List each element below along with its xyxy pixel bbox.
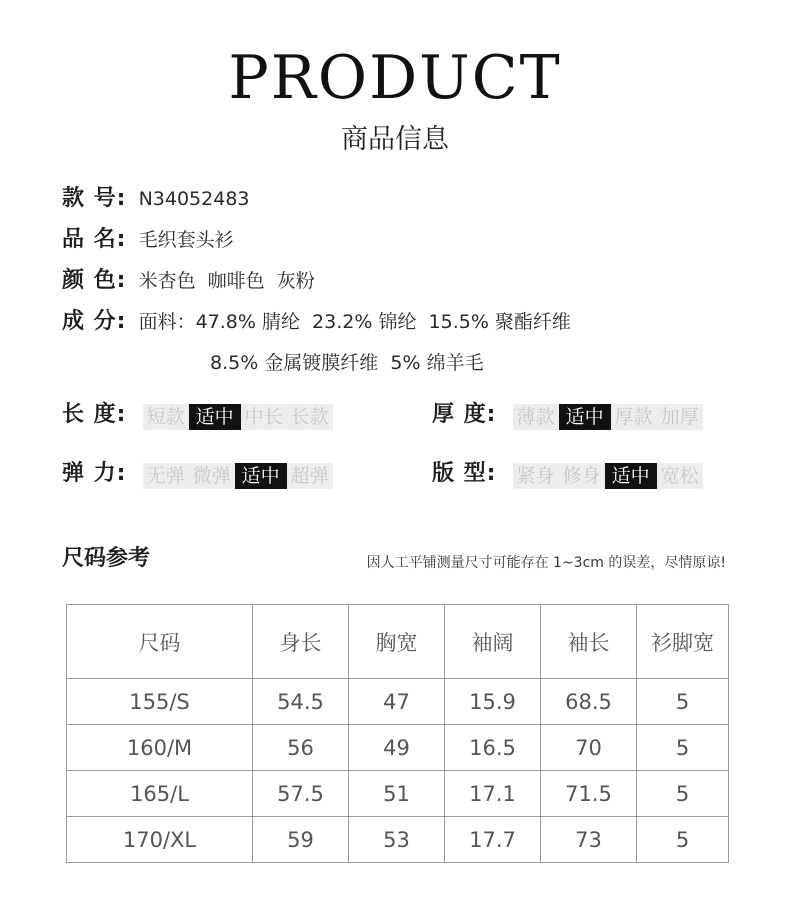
- column-header: 胸宽: [349, 605, 445, 679]
- info-label: 颜 色: [62, 268, 117, 293]
- option-tag: 中长: [244, 405, 283, 428]
- option-tag: 紧身: [516, 464, 555, 487]
- page-subtitle: 商品信息: [341, 124, 449, 155]
- option-tag: 厚款: [614, 405, 653, 428]
- attr-fit: 版 型: 紧身 修身 适中 宽松: [432, 459, 703, 489]
- size-chart-title: 尺码参考: [62, 546, 151, 571]
- table-cell: 5: [637, 771, 729, 817]
- attr-label: 弹 力: [62, 461, 117, 486]
- table-row: [67, 771, 729, 817]
- info-label: 款 号: [62, 186, 117, 211]
- attr-label: 厚 度: [432, 402, 487, 427]
- table-header-row: [67, 605, 729, 679]
- size-table: [66, 604, 729, 863]
- table-cell: 70: [541, 725, 637, 771]
- size-chart-note: 因人工平铺测量尺寸可能存在 1~3cm 的误差，尽情原谅!: [366, 555, 726, 571]
- option-tag: 超弹: [290, 464, 329, 487]
- table-cell: 5: [637, 725, 729, 771]
- option-tag: 微弹: [192, 464, 231, 487]
- column-header: 尺码: [67, 605, 253, 679]
- info-value: 米杏色 咖啡色 灰粉: [138, 270, 315, 292]
- table-cell: 15.9: [445, 679, 541, 725]
- table-cell: 17.7: [445, 817, 541, 863]
- info-row-product-name: 品 名: 毛织套头衫: [62, 227, 234, 252]
- table-cell: 16.5: [445, 725, 541, 771]
- option-group: [513, 404, 703, 430]
- table-cell: 160/M: [67, 725, 253, 771]
- table-cell: 57.5: [253, 771, 349, 817]
- option-group: [143, 463, 333, 489]
- table-cell: 56: [253, 725, 349, 771]
- option-tag: 宽松: [660, 464, 699, 487]
- option-tag: 修身: [562, 464, 601, 487]
- option-tag-selected: 适中: [189, 404, 241, 430]
- column-header: 身长: [253, 605, 349, 679]
- table-row: [67, 725, 729, 771]
- table-row: [67, 679, 729, 725]
- table-cell: 54.5: [253, 679, 349, 725]
- info-row-color: 颜 色: 米杏色 咖啡色 灰粉: [62, 268, 315, 293]
- table-cell: 71.5: [541, 771, 637, 817]
- table-cell: 53: [349, 817, 445, 863]
- table-cell: 5: [637, 679, 729, 725]
- column-header: 袖长: [541, 605, 637, 679]
- option-group: [143, 404, 333, 430]
- option-tag-selected: 适中: [605, 463, 657, 489]
- info-value: 毛织套头衫: [138, 229, 234, 251]
- option-tag-selected: 适中: [235, 463, 287, 489]
- info-row-composition-cont: [210, 348, 484, 378]
- option-tag: 无弹: [146, 464, 185, 487]
- column-header: 袖阔: [445, 605, 541, 679]
- table-cell: 155/S: [67, 679, 253, 725]
- option-tag-selected: 适中: [559, 404, 611, 430]
- table-cell: 59: [253, 817, 349, 863]
- table-cell: 165/L: [67, 771, 253, 817]
- attr-label: 长 度: [62, 402, 117, 427]
- attr-elasticity: 弹 力: 无弹 微弹 适中 超弹: [62, 459, 333, 489]
- table-cell: 17.1: [445, 771, 541, 817]
- table-cell: 68.5: [541, 679, 637, 725]
- option-tag: 加厚: [660, 405, 699, 428]
- info-row-composition: 成 分: 面料：47.8% 腈纶 23.2% 锦纶 15.5% 聚酯纤维: [62, 309, 571, 334]
- attr-thickness: 厚 度: 薄款 适中 厚款 加厚: [432, 400, 703, 430]
- option-group: [513, 463, 703, 489]
- table-row: [67, 817, 729, 863]
- info-value: 面料：47.8% 腈纶 23.2% 锦纶 15.5% 聚酯纤维: [138, 311, 571, 333]
- option-tag: 长款: [290, 405, 329, 428]
- attr-length: 长 度: 短款 适中 中长 长款: [62, 400, 333, 430]
- option-tag: 薄款: [516, 405, 555, 428]
- page-title: PRODUCT: [228, 43, 562, 113]
- table-cell: 47: [349, 679, 445, 725]
- table-cell: 49: [349, 725, 445, 771]
- info-label: 品 名: [62, 227, 117, 252]
- attr-label: 版 型: [432, 461, 487, 486]
- info-row-style-number: 款 号: N34052483: [62, 186, 250, 211]
- table-cell: 170/XL: [67, 817, 253, 863]
- info-label: 成 分: [62, 309, 117, 334]
- info-value: N34052483: [138, 188, 250, 210]
- column-header: 衫脚宽: [637, 605, 729, 679]
- table-cell: 5: [637, 817, 729, 863]
- info-value: 8.5% 金属镀膜纤维 5% 绵羊毛: [210, 352, 484, 374]
- table-cell: 51: [349, 771, 445, 817]
- table-cell: 73: [541, 817, 637, 863]
- option-tag: 短款: [146, 405, 185, 428]
